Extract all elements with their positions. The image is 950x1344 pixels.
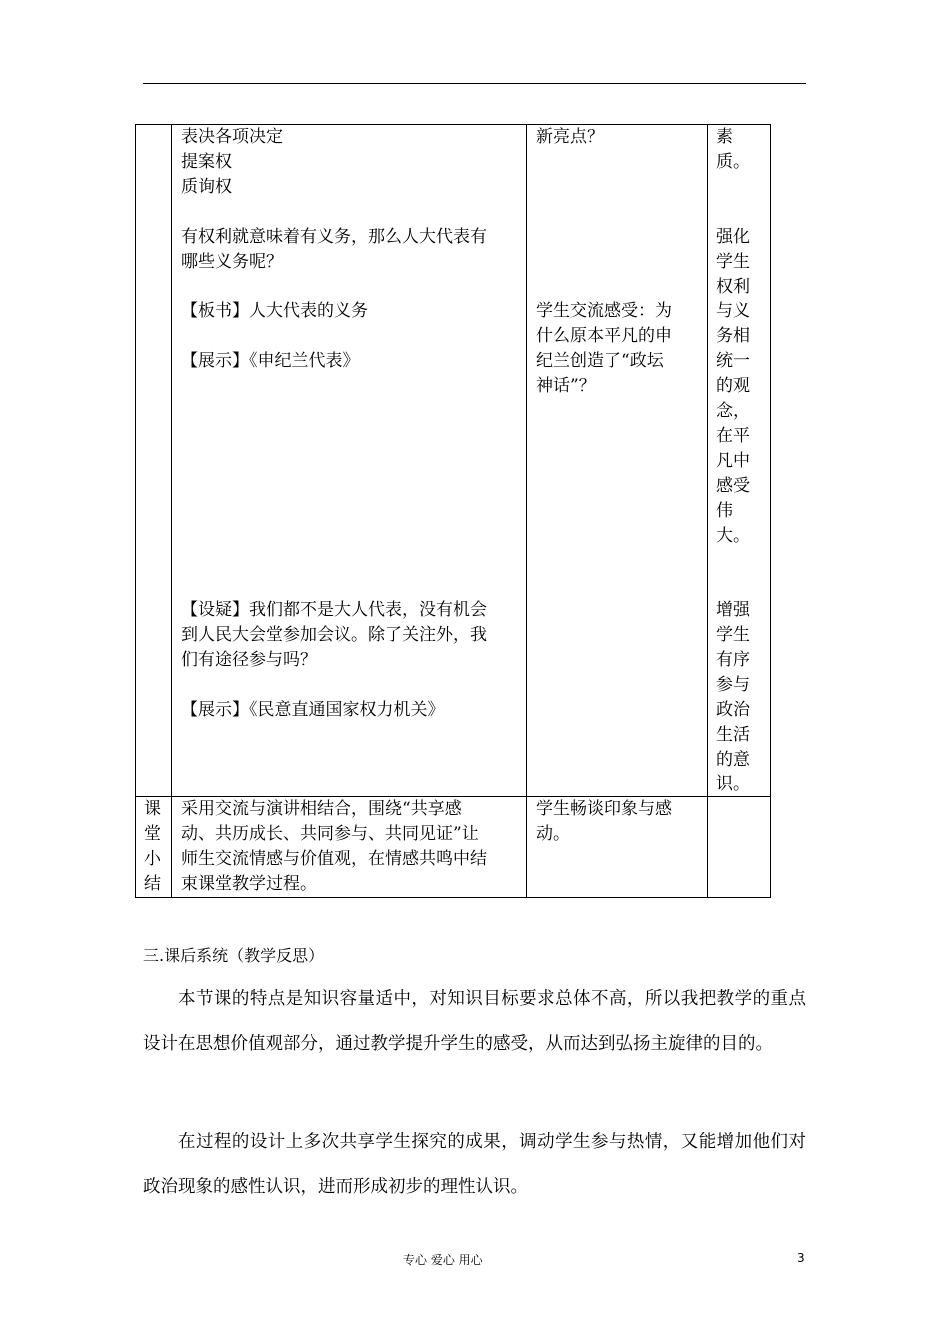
text-line: 生活	[716, 725, 750, 745]
text-line: 强化	[716, 227, 750, 247]
summary-content-line: 动、共历成长、共同参与、共同见证”让	[181, 824, 479, 844]
text-line: 参与	[716, 675, 750, 695]
summary-label-char: 小	[144, 849, 161, 869]
text-line: 提案权	[181, 152, 232, 172]
text-line: 识。	[716, 774, 750, 794]
summary-content-line: 师生交流情感与价值观，在情感共鸣中结	[181, 849, 487, 869]
section-heading: 三.课后系统（教学反思）	[143, 946, 325, 965]
text-line: 政治	[716, 700, 750, 720]
text-line: 有权利就意味着有义务，那么人大代表有	[181, 227, 487, 247]
text-line: 哪些义务呢？	[181, 252, 283, 272]
summary-label-char: 结	[144, 874, 161, 894]
reflection-paragraph: 本节课的特点是知识容量适中，对知识目标要求总体不高，所以我把教学的重点设计在思想价值观部分，通过教学提升学生的感受，从而达到弘扬主旋律的目的。	[143, 989, 806, 1054]
summary-content-line: 采用交流与演讲相结合，围绕“共享感	[181, 799, 462, 819]
summary-content-line: 束课堂教学过程。	[181, 874, 317, 894]
text-line: 纪兰创造了“政坛	[536, 351, 664, 371]
text-line: 的观	[716, 376, 750, 396]
text-line: 的意	[716, 750, 750, 770]
summary-label-char: 堂	[144, 824, 161, 844]
display-note: 【展示】《民意直通国家权力机关》	[181, 700, 445, 720]
text-line: 学生交流感受：为	[536, 301, 672, 321]
text-line: 新亮点？	[536, 127, 604, 147]
text-line: 什么原本平凡的申	[536, 326, 672, 346]
text-line: 务相	[716, 326, 750, 346]
summary-label-char: 课	[144, 799, 161, 819]
question-note: 【设疑】我们都不是大人代表，没有机会	[181, 600, 487, 620]
text-line: 有序	[716, 650, 750, 670]
reflection-paragraph: 在过程的设计上多次共享学生探究的成果，调动学生参与热情，又能增加他们对政治现象的感性认识，进而形成初步的理性认识。	[143, 1132, 806, 1197]
text-line: 质询权	[181, 177, 232, 197]
footer-motto: 专心 爱心 用心	[403, 1253, 483, 1267]
display-note: 【展示】《申纪兰代表》	[181, 351, 360, 371]
board-note: 【板书】人大代表的义务	[181, 301, 368, 321]
text-line: 感受	[716, 476, 750, 496]
text-line: 到人民大会堂参加会议。除了关注外，我	[181, 625, 487, 645]
text-line: 增强	[716, 600, 750, 620]
page-number: 3	[797, 1251, 805, 1265]
text-line: 与义	[716, 301, 750, 321]
text-line: 学生	[716, 252, 750, 272]
text-line: 念，	[716, 401, 750, 421]
text-line: 学生	[716, 625, 750, 645]
text-line: 统一	[716, 351, 750, 371]
text-line: 神话”？	[536, 376, 596, 396]
text-line: 表决各项决定	[181, 127, 283, 147]
text-line: 权利	[716, 277, 750, 297]
text-line: 素	[716, 127, 733, 147]
summary-student-line: 学生畅谈印象与感	[536, 799, 672, 819]
text-line: 伟	[716, 501, 733, 521]
text-line: 在平	[716, 426, 750, 446]
summary-student-line: 动。	[536, 824, 570, 844]
text-line: 质。	[716, 152, 750, 172]
text-line: 大。	[716, 526, 750, 546]
header-rule	[143, 83, 806, 84]
text-line: 凡中	[716, 451, 750, 471]
text-line: 们有途径参与吗？	[181, 650, 317, 670]
